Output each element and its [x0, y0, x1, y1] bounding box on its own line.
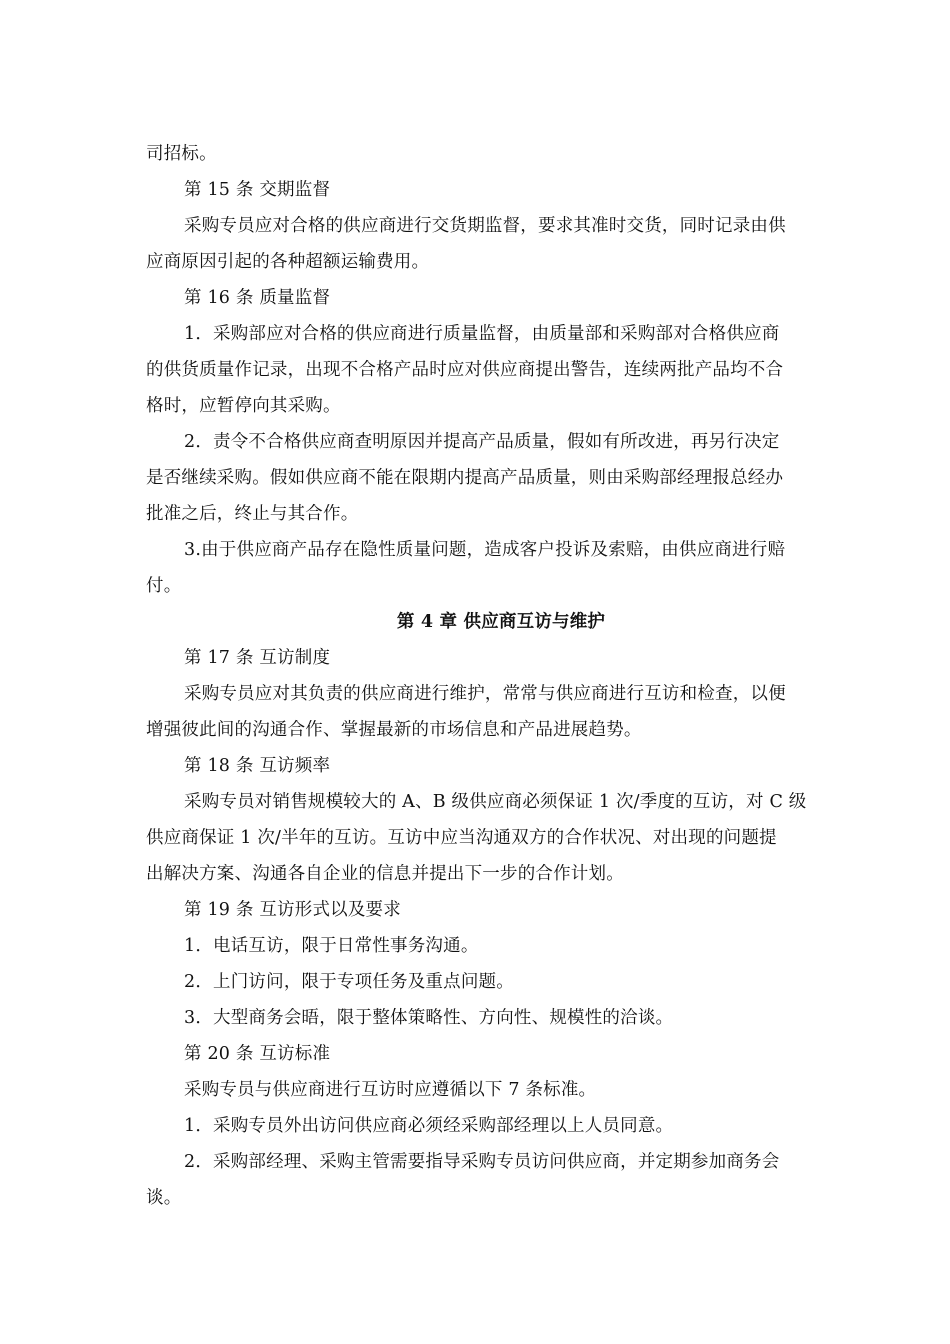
text-line: 3．大型商务会晤，限于整体策略性、方向性、规模性的洽谈。 — [184, 1008, 674, 1028]
text-line: 第 16 条 质量监督 — [184, 288, 331, 308]
text-line: 采购专员应对其负责的供应商进行维护，常常与供应商进行互访和检查，以便 — [184, 684, 786, 704]
text-line: 采购专员对销售规模较大的 A、B 级供应商必须保证 1 次/季度的互访，对 C 级 — [184, 792, 807, 812]
text-line: 增强彼此间的沟通合作、掌握最新的市场信息和产品进展趋势。 — [146, 720, 642, 740]
text-line: 1．电话互访，限于日常性事务沟通。 — [184, 936, 479, 956]
document-body — [146, 136, 838, 1216]
text-line: 是否继续采购。假如供应商不能在限期内提高产品质量，则由采购部经理报总经办 — [146, 468, 784, 488]
text-line: 采购专员应对合格的供应商进行交货期监督，要求其准时交货，同时记录由供 — [184, 216, 786, 236]
text-line: 出解决方案、沟通各自企业的信息并提出下一步的合作计划。 — [146, 864, 624, 884]
text-line: 第 20 条 互访标准 — [184, 1044, 331, 1064]
text-line: 1．采购部应对合格的供应商进行质量监督，由质量部和采购部对合格供应商 — [184, 324, 780, 344]
text-line: 批准之后，终止与其合作。 — [146, 504, 359, 524]
text-line: 2．采购部经理、采购主管需要指导采购专员访问供应商，并定期参加商务会 — [184, 1152, 780, 1172]
text-line: 格时，应暂停向其采购。 — [146, 396, 341, 416]
text-line: 第 19 条 互访形式以及要求 — [184, 900, 401, 920]
text-line: 司招标。 — [146, 144, 217, 164]
text-line: 第 17 条 互访制度 — [184, 648, 331, 668]
text-line: 2．上门访问，限于专项任务及重点问题。 — [184, 972, 514, 992]
chapter-heading: 第 4 章 供应商互访与维护 — [396, 612, 606, 632]
text-line: 的供货质量作记录，出现不合格产品时应对供应商提出警告，连续两批产品均不合 — [146, 360, 784, 380]
text-line: 2．责令不合格供应商查明原因并提高产品质量，假如有所改进，再另行决定 — [184, 432, 780, 452]
text-line: 第 18 条 互访频率 — [184, 756, 331, 776]
text-line: 采购专员与供应商进行互访时应遵循以下 7 条标准。 — [184, 1080, 597, 1100]
text-line: 谈。 — [146, 1188, 182, 1208]
text-line: 第 15 条 交期监督 — [184, 180, 331, 200]
text-line: 应商原因引起的各种超额运输费用。 — [146, 252, 430, 272]
text-line: 付。 — [146, 576, 182, 596]
text-line: 1．采购专员外出访问供应商必须经采购部经理以上人员同意。 — [184, 1116, 674, 1136]
text-line: 供应商保证 1 次/半年的互访。互访中应当沟通双方的合作状况、对出现的问题提 — [146, 828, 777, 848]
text-line: 3.由于供应商产品存在隐性质量问题，造成客户投诉及索赔，由供应商进行赔 — [184, 540, 786, 560]
